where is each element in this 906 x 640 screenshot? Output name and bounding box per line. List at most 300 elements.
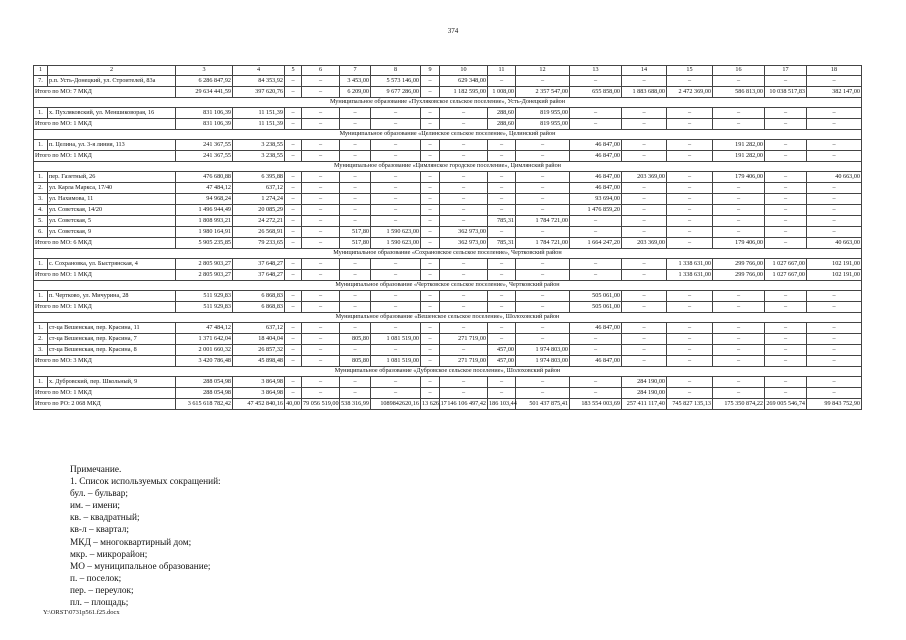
value-cell: –: [302, 323, 340, 334]
value-cell: –: [713, 323, 765, 334]
table-row: [34, 291, 862, 302]
value-cell: –: [622, 291, 667, 302]
abbr-item: мкр. – микрорайон;: [70, 549, 148, 560]
value-cell: –: [765, 76, 807, 87]
value-cell: –: [285, 259, 302, 270]
value-cell: –: [285, 238, 302, 249]
value-cell: 9 677 286,00: [371, 87, 421, 98]
section-title: Муниципальное образование «Сохрановское сельское поселение», Чертковский район: [34, 249, 862, 259]
value-cell: 269 005 546,74: [765, 399, 807, 410]
table-row: [34, 259, 862, 270]
value-cell: –: [371, 377, 421, 388]
value-cell: –: [667, 76, 713, 87]
value-cell: 46 847,00: [570, 151, 622, 162]
value-cell: 362 973,00: [440, 238, 488, 249]
value-cell: 271 719,00: [440, 334, 488, 345]
value-cell: –: [340, 151, 371, 162]
value-cell: –: [570, 388, 622, 399]
value-cell: –: [667, 194, 713, 205]
value-cell: –: [340, 119, 371, 130]
value-cell: 1089842620,16: [371, 399, 421, 410]
value-cell: –: [713, 183, 765, 194]
value-cell: –: [622, 323, 667, 334]
value-cell: 505 061,00: [570, 291, 622, 302]
value-cell: –: [440, 388, 488, 399]
value-cell: –: [807, 323, 862, 334]
value-cell: –: [807, 194, 862, 205]
value-cell: –: [488, 334, 516, 345]
value-cell: –: [765, 345, 807, 356]
total-row: [34, 302, 862, 313]
value-cell: –: [488, 205, 516, 216]
section-title: Муниципальное образование «Цимлянское городское поселение», Цимлянский район: [34, 162, 862, 172]
value-cell: –: [421, 205, 440, 216]
value-cell: –: [340, 205, 371, 216]
value-cell: –: [371, 172, 421, 183]
value-cell: 3 238,55: [233, 151, 285, 162]
value-cell: 203 369,00: [622, 172, 667, 183]
value-cell: 102 191,00: [807, 270, 862, 281]
value-cell: 538 316,99: [340, 399, 371, 410]
section-title: Муниципальное образование «Пухляковское сельское поселение», Усть-Донецкий район: [34, 98, 862, 108]
column-number-cell: 2: [48, 66, 176, 76]
housing-repair-table: [33, 65, 862, 410]
address-cell: ул. Советская, 5: [48, 216, 176, 227]
value-cell: 397 620,76: [233, 87, 285, 98]
value-cell: –: [488, 140, 516, 151]
column-number-cell: 7: [340, 66, 371, 76]
value-cell: –: [516, 302, 570, 313]
value-cell: 382 147,00: [807, 87, 862, 98]
total-row: [34, 388, 862, 399]
value-cell: 362 973,00: [440, 227, 488, 238]
value-cell: 11 151,39: [233, 108, 285, 119]
row-number: 2.: [34, 334, 48, 345]
value-cell: –: [765, 291, 807, 302]
column-number-cell: 17: [765, 66, 807, 76]
value-cell: –: [570, 216, 622, 227]
value-cell: –: [765, 356, 807, 367]
value-cell: 819 955,00: [516, 108, 570, 119]
value-cell: 629 348,00: [440, 76, 488, 87]
column-number-cell: 9: [421, 66, 440, 76]
value-cell: –: [516, 377, 570, 388]
value-cell: –: [340, 140, 371, 151]
value-cell: –: [667, 172, 713, 183]
value-cell: 288,60: [488, 119, 516, 130]
value-cell: –: [667, 108, 713, 119]
value-cell: 84 353,92: [233, 76, 285, 87]
value-cell: 505 061,00: [570, 302, 622, 313]
value-cell: 186 103,44: [488, 399, 516, 410]
row-number: 1.: [34, 172, 48, 183]
page-number: 374: [447, 27, 459, 35]
notes-intro: 1. Список используемых сокращений:: [70, 477, 221, 488]
value-cell: –: [302, 194, 340, 205]
value-cell: –: [340, 259, 371, 270]
value-cell: –: [667, 302, 713, 313]
notes-block: [70, 464, 221, 609]
value-cell: 1 338 631,00: [667, 270, 713, 281]
value-cell: –: [421, 216, 440, 227]
value-cell: –: [340, 216, 371, 227]
value-cell: 1 182 595,00: [440, 87, 488, 98]
address-cell: х. Дубровский, пер. Школьный, 9: [48, 377, 176, 388]
value-cell: 99 843 752,90: [807, 399, 862, 410]
total-row: [34, 151, 862, 162]
value-cell: –: [440, 119, 488, 130]
value-cell: –: [302, 345, 340, 356]
value-cell: –: [285, 227, 302, 238]
value-cell: –: [302, 238, 340, 249]
section-header-row: [34, 249, 862, 259]
value-cell: 241 367,55: [176, 140, 233, 151]
value-cell: 1 974 803,00: [516, 356, 570, 367]
section-header-row: [34, 162, 862, 172]
value-cell: –: [302, 205, 340, 216]
value-cell: –: [765, 151, 807, 162]
value-cell: –: [667, 345, 713, 356]
value-cell: –: [302, 108, 340, 119]
value-cell: –: [488, 151, 516, 162]
value-cell: –: [570, 377, 622, 388]
value-cell: –: [622, 302, 667, 313]
value-cell: –: [421, 151, 440, 162]
value-cell: –: [302, 270, 340, 281]
value-cell: –: [667, 377, 713, 388]
value-cell: –: [285, 87, 302, 98]
value-cell: –: [807, 76, 862, 87]
value-cell: –: [302, 183, 340, 194]
value-cell: –: [285, 270, 302, 281]
value-cell: –: [807, 356, 862, 367]
value-cell: 5 905 235,85: [176, 238, 233, 249]
value-cell: –: [340, 183, 371, 194]
column-number-cell: 6: [302, 66, 340, 76]
value-cell: 288 054,98: [176, 377, 233, 388]
value-cell: –: [421, 183, 440, 194]
value-cell: –: [302, 334, 340, 345]
value-cell: 47 452 840,16: [233, 399, 285, 410]
value-cell: –: [807, 108, 862, 119]
value-cell: –: [667, 323, 713, 334]
value-cell: –: [421, 172, 440, 183]
value-cell: –: [421, 227, 440, 238]
value-cell: –: [807, 216, 862, 227]
value-cell: 517,80: [340, 227, 371, 238]
value-cell: 1 081 519,00: [371, 356, 421, 367]
value-cell: 79 233,65: [233, 238, 285, 249]
row-number: 1.: [34, 108, 48, 119]
row-number: 4.: [34, 205, 48, 216]
row-number: 6.: [34, 227, 48, 238]
value-cell: 3 615 618 782,42: [176, 399, 233, 410]
value-cell: 1 476 859,20: [570, 205, 622, 216]
row-number: 7.: [34, 76, 48, 87]
row-number: 3.: [34, 194, 48, 205]
value-cell: –: [622, 119, 667, 130]
value-cell: –: [371, 291, 421, 302]
value-cell: –: [488, 259, 516, 270]
value-cell: –: [807, 291, 862, 302]
abbr-item: кв-л – квартал;: [70, 525, 129, 536]
value-cell: –: [285, 183, 302, 194]
table-row: [34, 108, 862, 119]
value-cell: –: [285, 291, 302, 302]
value-cell: –: [440, 216, 488, 227]
abbr-item: п. – поселок;: [70, 573, 122, 584]
value-cell: 191 282,00: [713, 140, 765, 151]
column-number-cell: 4: [233, 66, 285, 76]
column-number-cell: 1: [34, 66, 48, 76]
value-cell: –: [340, 194, 371, 205]
value-cell: 1 590 623,00: [371, 238, 421, 249]
row-number: 5.: [34, 216, 48, 227]
value-cell: –: [302, 291, 340, 302]
value-cell: –: [440, 183, 488, 194]
abbr-item: МКД – многоквартирный дом;: [70, 537, 192, 548]
total-label: Итого по МО: 1 МКД: [34, 302, 176, 313]
value-cell: –: [516, 227, 570, 238]
value-cell: 29 634 441,59: [176, 87, 233, 98]
value-cell: 46 847,00: [570, 183, 622, 194]
total-label: Итого по РО: 2 068 МКД: [34, 399, 176, 410]
value-cell: –: [488, 227, 516, 238]
table-row: [34, 194, 862, 205]
value-cell: –: [340, 345, 371, 356]
value-cell: –: [340, 108, 371, 119]
value-cell: –: [371, 205, 421, 216]
value-cell: 93 694,00: [570, 194, 622, 205]
value-cell: –: [488, 323, 516, 334]
value-cell: –: [421, 87, 440, 98]
address-cell: пер. Газетный, 26: [48, 172, 176, 183]
value-cell: –: [570, 227, 622, 238]
section-title: Муниципальное образование «Чертковское сельское поселение», Чертковский район: [34, 281, 862, 291]
value-cell: –: [285, 323, 302, 334]
value-cell: 1 980 164,91: [176, 227, 233, 238]
value-cell: 745 827 135,13: [667, 399, 713, 410]
value-cell: 1 496 944,49: [176, 205, 233, 216]
table-row: [34, 377, 862, 388]
address-cell: ул. Нахимова, 11: [48, 194, 176, 205]
value-cell: 1 664 247,20: [570, 238, 622, 249]
value-cell: –: [667, 151, 713, 162]
value-cell: –: [765, 183, 807, 194]
notes-title: Примечание.: [70, 465, 122, 475]
value-cell: –: [713, 119, 765, 130]
total-label: Итого по МО: 1 МКД: [34, 151, 176, 162]
total-row: [34, 238, 862, 249]
value-cell: –: [302, 87, 340, 98]
value-cell: –: [667, 183, 713, 194]
section-title: Муниципальное образование «Дубровское сельское поселение», Шолоховский район: [34, 367, 862, 377]
value-cell: –: [516, 323, 570, 334]
value-cell: –: [440, 194, 488, 205]
value-cell: –: [302, 172, 340, 183]
value-cell: 1 808 993,21: [176, 216, 233, 227]
table-row: [34, 140, 862, 151]
value-cell: 517,80: [340, 238, 371, 249]
value-cell: –: [440, 259, 488, 270]
value-cell: –: [285, 205, 302, 216]
value-cell: –: [570, 76, 622, 87]
abbr-item: кв. – квадратный;: [70, 513, 140, 524]
value-cell: –: [765, 172, 807, 183]
value-cell: –: [807, 227, 862, 238]
value-cell: –: [371, 183, 421, 194]
value-cell: 191 282,00: [713, 151, 765, 162]
value-cell: 40 663,00: [807, 172, 862, 183]
value-cell: –: [421, 108, 440, 119]
value-cell: 2 805 903,27: [176, 270, 233, 281]
value-cell: –: [622, 151, 667, 162]
value-cell: –: [421, 291, 440, 302]
total-row: [34, 119, 862, 130]
value-cell: –: [302, 377, 340, 388]
value-cell: –: [285, 216, 302, 227]
value-cell: –: [622, 205, 667, 216]
value-cell: 476 680,88: [176, 172, 233, 183]
value-cell: 37 648,27: [233, 270, 285, 281]
value-cell: –: [302, 140, 340, 151]
value-cell: 179 406,00: [713, 172, 765, 183]
table-row: [34, 345, 862, 356]
value-cell: 46 847,00: [570, 356, 622, 367]
value-cell: –: [570, 345, 622, 356]
table-row: [34, 205, 862, 216]
total-row: [34, 399, 862, 410]
value-cell: 18 404,04: [233, 334, 285, 345]
value-cell: –: [421, 334, 440, 345]
address-cell: ул. Советская, 9: [48, 227, 176, 238]
value-cell: –: [765, 323, 807, 334]
value-cell: –: [622, 345, 667, 356]
value-cell: –: [765, 227, 807, 238]
value-cell: –: [285, 172, 302, 183]
value-cell: –: [765, 302, 807, 313]
value-cell: –: [302, 302, 340, 313]
value-cell: 3 420 786,48: [176, 356, 233, 367]
table-row: [34, 76, 862, 87]
value-cell: –: [713, 388, 765, 399]
value-cell: –: [713, 205, 765, 216]
value-cell: –: [421, 377, 440, 388]
value-cell: 6 286 847,92: [176, 76, 233, 87]
value-cell: –: [421, 345, 440, 356]
value-cell: –: [302, 259, 340, 270]
value-cell: 457,00: [488, 345, 516, 356]
value-cell: 13 626,17: [421, 399, 440, 410]
value-cell: 1 008,00: [488, 87, 516, 98]
value-cell: –: [516, 76, 570, 87]
value-cell: 2 805 903,27: [176, 259, 233, 270]
column-number-cell: 8: [371, 66, 421, 76]
section-title: Муниципальное образование «Вешенское сельское поселение», Шолоховский район: [34, 313, 862, 323]
value-cell: –: [371, 323, 421, 334]
value-cell: 819 955,00: [516, 119, 570, 130]
section-header-row: [34, 130, 862, 140]
value-cell: –: [421, 238, 440, 249]
value-cell: –: [302, 356, 340, 367]
address-cell: ст-ца Вешенская, пер. Красина, 11: [48, 323, 176, 334]
value-cell: –: [667, 140, 713, 151]
value-cell: 785,31: [488, 238, 516, 249]
value-cell: –: [765, 334, 807, 345]
value-cell: –: [667, 227, 713, 238]
value-cell: 175 350 874,22: [713, 399, 765, 410]
total-label: Итого по МО: 1 МКД: [34, 119, 176, 130]
column-number-cell: 10: [440, 66, 488, 76]
value-cell: 1 590 623,00: [371, 227, 421, 238]
value-cell: –: [440, 291, 488, 302]
value-cell: –: [371, 216, 421, 227]
total-label: Итого по МО: 6 МКД: [34, 238, 176, 249]
value-cell: –: [516, 140, 570, 151]
value-cell: –: [807, 345, 862, 356]
table-row: [34, 227, 862, 238]
value-cell: –: [285, 76, 302, 87]
value-cell: 79 056 519,00: [302, 399, 340, 410]
value-cell: –: [488, 377, 516, 388]
value-cell: 257 411 117,40: [622, 399, 667, 410]
value-cell: –: [340, 388, 371, 399]
value-cell: –: [285, 119, 302, 130]
value-cell: –: [440, 172, 488, 183]
value-cell: –: [516, 259, 570, 270]
value-cell: –: [622, 356, 667, 367]
value-cell: 288,60: [488, 108, 516, 119]
column-number-cell: 12: [516, 66, 570, 76]
value-cell: 831 106,39: [176, 119, 233, 130]
value-cell: 1 338 631,00: [667, 259, 713, 270]
value-cell: –: [667, 388, 713, 399]
value-cell: –: [488, 270, 516, 281]
value-cell: –: [807, 334, 862, 345]
value-cell: 45 898,48: [233, 356, 285, 367]
value-cell: 10 038 517,83: [765, 87, 807, 98]
column-number-cell: 15: [667, 66, 713, 76]
value-cell: –: [421, 119, 440, 130]
value-cell: –: [622, 183, 667, 194]
value-cell: 2 357 547,00: [516, 87, 570, 98]
value-cell: 284 190,00: [622, 377, 667, 388]
value-cell: 785,31: [488, 216, 516, 227]
value-cell: 26 568,91: [233, 227, 285, 238]
abbr-item: бул. – бульвар;: [70, 489, 128, 500]
column-number-cell: 13: [570, 66, 622, 76]
address-cell: с. Сохрановка, ул. Быстрянская, 4: [48, 259, 176, 270]
value-cell: –: [516, 151, 570, 162]
value-cell: 241 367,55: [176, 151, 233, 162]
value-cell: 805,80: [340, 334, 371, 345]
value-cell: –: [302, 227, 340, 238]
value-cell: 3 238,55: [233, 140, 285, 151]
value-cell: –: [488, 302, 516, 313]
value-cell: –: [371, 302, 421, 313]
value-cell: –: [713, 356, 765, 367]
value-cell: –: [622, 194, 667, 205]
value-cell: –: [421, 270, 440, 281]
value-cell: –: [667, 356, 713, 367]
value-cell: –: [285, 302, 302, 313]
value-cell: –: [285, 356, 302, 367]
value-cell: –: [570, 259, 622, 270]
value-cell: –: [622, 259, 667, 270]
value-cell: –: [807, 119, 862, 130]
value-cell: 6 209,00: [340, 87, 371, 98]
value-cell: 1 371 642,04: [176, 334, 233, 345]
